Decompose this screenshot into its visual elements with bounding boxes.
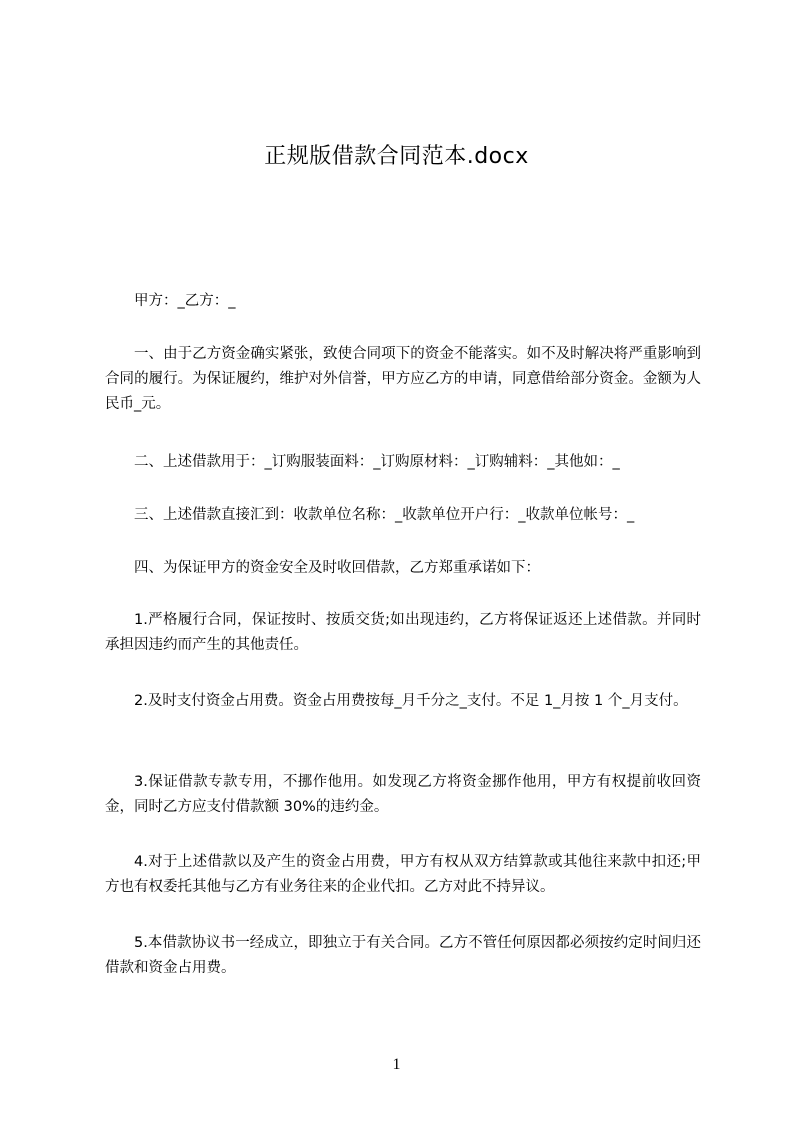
paragraph-text: 1.严格履行合同，保证按时、按质交货;如出现违约，乙方将保证返还上述借款。并同时承担因违约而产生的其他责任。 [105, 612, 701, 653]
paragraph-text: 四、为保证甲方的资金安全及时收回借款，乙方郑重承诺如下： [134, 560, 540, 576]
paragraph-clause-2 [105, 450, 701, 475]
document-title: 正规版借款合同范本.docx [264, 144, 529, 169]
paragraph-clause-1 [105, 342, 701, 417]
paragraph-text: 5.本借款协议书一经成立，即独立于有关合同。乙方不管任何原因都必须按约定时间归还借款和资金占用费。 [105, 935, 701, 976]
paragraph-item-3 [105, 770, 701, 820]
paragraph-item-2 [105, 689, 701, 714]
paragraph-parties [105, 289, 701, 314]
paragraph-item-4 [105, 850, 701, 900]
paragraph-text: 4.对于上述借款以及产生的资金占用费，甲方有权从双方结算款或其他往来款中扣还;甲方也有权委托其他与乙方有业务往来的企业代扣。乙方对此不持异议。 [105, 854, 701, 895]
page-number: 1 [392, 1056, 401, 1073]
paragraph-text: 一、由于乙方资金确实紧张，致使合同项下的资金不能落实。如不及时解决将严重影响到合同的履行。为保证履约，维护对外信誉，甲方应乙方的申请，同意借给部分资金。金额为人民币_元。 [105, 346, 701, 412]
paragraph-text: 甲方：_乙方：_ [134, 293, 236, 309]
paragraph-text: 2.及时支付资金占用费。资金占用费按每_月千分之_支付。不足 1_月按 1 个_月支付。 [134, 693, 688, 709]
paragraph-item-1 [105, 608, 701, 658]
paragraph-clause-3 [105, 503, 701, 528]
paragraph-text: 三、上述借款直接汇到：收款单位名称：_收款单位开户行：_收款单位帐号：_ [134, 507, 635, 523]
paragraph-text: 3.保证借款专款专用，不挪作他用。如发现乙方将资金挪作他用，甲方有权提前收回资金，同时乙方应支付借款额 30%的违约金。 [105, 774, 701, 815]
paragraph-text: 二、上述借款用于：_订购服装面料：_订购原材料：_订购辅料：_其他如：_ [134, 454, 620, 470]
paragraph-item-5 [105, 931, 701, 981]
paragraph-clause-4 [105, 556, 701, 581]
